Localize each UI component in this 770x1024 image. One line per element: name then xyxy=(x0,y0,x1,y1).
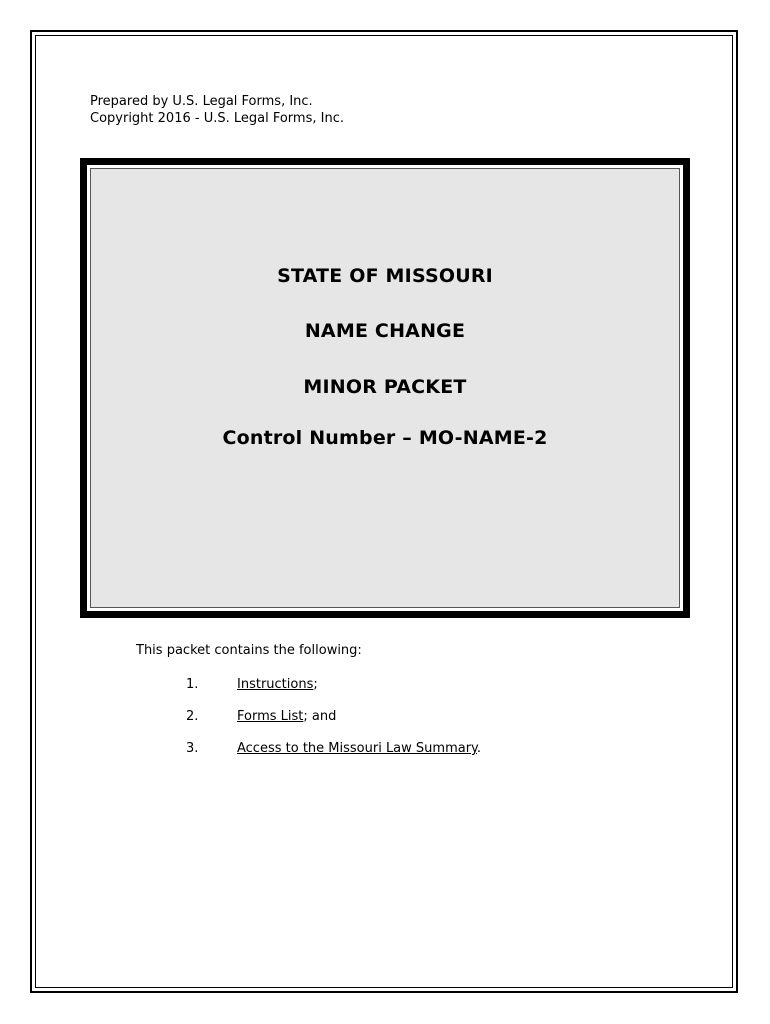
list-item xyxy=(186,677,318,692)
control-number: Control Number – MO-NAME-2 xyxy=(222,427,548,449)
state-title: STATE OF MISSOURI xyxy=(277,265,493,287)
list-item xyxy=(186,709,336,724)
packet-title: MINOR PACKET xyxy=(303,376,467,398)
copyright-text: Copyright 2016 - U.S. Legal Forms, Inc. xyxy=(90,111,344,126)
law-summary-link[interactable]: Access to the Missouri Law Summary xyxy=(237,741,477,756)
list-item-number: 2. xyxy=(186,709,199,724)
forms-list-link[interactable]: Forms List xyxy=(237,709,304,724)
list-item-number: 3. xyxy=(186,741,199,756)
list-item xyxy=(186,741,481,756)
preparer-block xyxy=(90,93,344,127)
title-box-fill xyxy=(90,168,680,608)
list-item-suffix: ; xyxy=(313,677,318,692)
list-item-suffix: . xyxy=(476,741,482,756)
list-item-number: 1. xyxy=(186,677,199,692)
prepared-by-text: Prepared by U.S. Legal Forms, Inc. xyxy=(90,94,313,109)
contents-intro: This packet contains the following: xyxy=(136,643,362,658)
title-box xyxy=(80,158,690,618)
list-item-suffix: ; and xyxy=(303,709,337,724)
instructions-link[interactable]: Instructions xyxy=(237,677,314,692)
document-title: NAME CHANGE xyxy=(304,320,466,342)
